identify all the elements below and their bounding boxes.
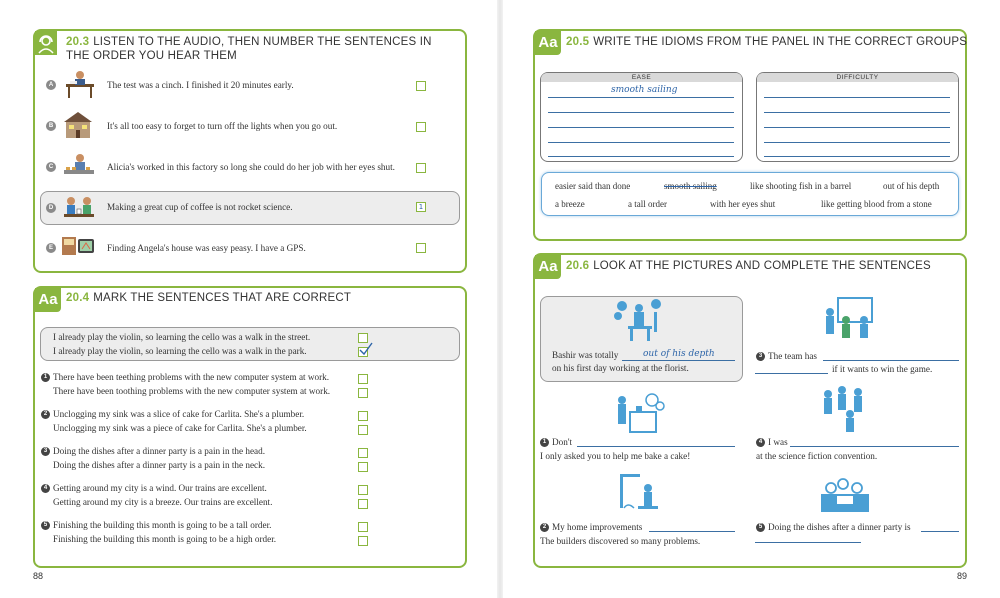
exercise-20-5-title [566, 35, 967, 49]
difficulty-line-1[interactable] [764, 97, 950, 98]
ease-line-4[interactable] [548, 142, 734, 143]
checkbox-3b[interactable] [358, 462, 368, 472]
checkbox-2b[interactable] [358, 425, 368, 435]
answer-box-b[interactable] [416, 122, 426, 132]
item-4-end: at the science fiction convention. [756, 451, 878, 461]
letter-badge-d: D [46, 203, 56, 213]
convention-costumes-illustration [820, 384, 870, 434]
title: LOOK AT THE PICTURES AND COMPLETE THE SENTENCES [593, 260, 931, 272]
checkbox-1b[interactable] [358, 388, 368, 398]
ease-line-5[interactable] [548, 156, 734, 157]
item-number-2: 2 [540, 523, 549, 532]
item-number-2: 2 [41, 410, 50, 419]
example-blank-line [622, 360, 735, 361]
idiom-chip[interactable]: a breeze [555, 199, 585, 209]
sentence-d: Making a great cup of coffee is not rocket science. [107, 202, 293, 212]
sentence-e: Finding Angela's house was easy peasy. I have a GPS. [107, 243, 306, 253]
title: MARK THE SENTENCES THAT ARE CORRECT [93, 292, 352, 304]
exercise-20-3-title [66, 35, 432, 63]
item-5-blank[interactable] [921, 531, 959, 532]
sentence-1a: There have been teething problems with the new computer system at work. [53, 372, 330, 382]
letter-badge-e: E [46, 243, 56, 253]
example-sentence-end: on his first day working at the florist. [552, 363, 689, 373]
sentence-4b: Getting around my city is a breeze. Our trains are excellent. [53, 497, 273, 507]
florist-illustration [612, 298, 668, 344]
exercise-20-3-panel [33, 29, 467, 273]
example-sentence-right: I already play the violin, so learning the cello was a walk in the park. [53, 346, 307, 356]
title-line-1: LISTEN TO THE AUDIO, THEN NUMBER THE SENTENCES IN [93, 36, 432, 48]
idiom-chip[interactable]: out of his depth [883, 181, 940, 191]
item-5-blank-2[interactable] [755, 542, 861, 543]
answer-box-d[interactable]: 1 [416, 202, 426, 212]
sentence-5a: Finishing the building this month is going to be a tall order. [53, 520, 272, 530]
item-3-blank[interactable] [823, 360, 959, 361]
checkmark-icon [358, 342, 374, 356]
idiom-chip[interactable]: easier said than done [555, 181, 631, 191]
team-whiteboard-illustration [820, 296, 876, 342]
item-4-start: I was [768, 437, 788, 447]
item-5-start: Doing the dishes after a dinner party is [768, 522, 911, 532]
sentence-4a: Getting around my city is a wind. Our trains are excellent. [53, 483, 267, 493]
item-number-4: 4 [756, 438, 765, 447]
sentence-2b: Unclogging my sink was a piece of cake for Carlita. She's a plumber. [53, 423, 307, 433]
idiom-chip[interactable]: a tall order [628, 199, 667, 209]
example-sentence-wrong: I already play the violin, so learning the cello was a walk in the street. [53, 332, 311, 342]
example-answer: out of his depth [643, 349, 715, 359]
item-3-end: if it wants to win the game. [832, 364, 933, 374]
vocab-tab-20-4: Aa [35, 288, 61, 312]
vocab-tab-20-5: Aa [535, 31, 561, 55]
item-2-blank[interactable] [649, 531, 735, 532]
sentence-3b: Doing the dishes after a dinner party is a pain in the neck. [53, 460, 266, 470]
difficulty-line-4[interactable] [764, 142, 950, 143]
item-3-start: The team has [768, 351, 817, 361]
answer-box-e[interactable] [416, 243, 426, 253]
example-sentence-start: Bashir was totally [552, 350, 619, 360]
item-number-1: 1 [540, 438, 549, 447]
letter-badge-c: C [46, 162, 56, 172]
answer-box-a[interactable] [416, 81, 426, 91]
item-1-blank[interactable] [577, 446, 735, 447]
difficulty-line-3[interactable] [764, 127, 950, 128]
checkbox-5b[interactable] [358, 536, 368, 546]
sentence-5b: Finishing the building this month is going to be a high order. [53, 534, 277, 544]
item-2-end: The builders discovered so many problems. [540, 536, 701, 546]
idiom-chip-crossed[interactable]: smooth sailing [664, 181, 717, 191]
ease-line-1[interactable] [548, 97, 734, 98]
page-number-right: 89 [957, 571, 968, 581]
sentence-a: The test was a cinch. I finished it 20 minutes early. [107, 80, 294, 90]
answer-box-c[interactable] [416, 163, 426, 173]
title-line-2: THE ORDER YOU HEAR THEM [66, 50, 237, 62]
ease-line-3[interactable] [548, 127, 734, 128]
checkbox-1a[interactable] [358, 374, 368, 384]
item-2-start: My home improvements [552, 522, 643, 532]
exercise-number: 20.3 [66, 36, 90, 48]
letter-badge-a: A [46, 80, 56, 90]
factory-worker-illustration [62, 151, 96, 181]
item-number-5: 5 [41, 521, 50, 530]
idiom-panel [541, 172, 959, 216]
exercise-number: 20.5 [566, 36, 590, 48]
desk-student-illustration [64, 70, 96, 100]
difficulty-line-5[interactable] [764, 156, 950, 157]
sentence-c: Alicia's worked in this factory so long she could do her job with her eyes shut. [107, 162, 395, 172]
idiom-chip[interactable]: like shooting fish in a barrel [750, 181, 852, 191]
difficulty-column [756, 72, 959, 162]
item-number-1: 1 [41, 373, 50, 382]
coffee-making-illustration [62, 193, 96, 221]
exercise-number: 20.4 [66, 292, 90, 304]
sentence-3a: Doing the dishes after a dinner party is a pain in the head. [53, 446, 266, 456]
checkbox-3a[interactable] [358, 448, 368, 458]
ease-line-2[interactable] [548, 112, 734, 113]
sentence-1b: There have been toothing problems with the new computer system at work. [53, 386, 331, 396]
book-spine [497, 0, 503, 598]
exercise-20-6-title [566, 259, 931, 273]
letter-badge-b: B [46, 121, 56, 131]
difficulty-header: DIFFICULTY [757, 73, 958, 82]
title: WRITE THE IDIOMS FROM THE PANEL IN THE CORRECT GROUPS [593, 36, 968, 48]
house-illustration [62, 110, 94, 140]
checkbox-4a[interactable] [358, 485, 368, 495]
ease-example-answer: smooth sailing [611, 85, 678, 95]
item-number-3: 3 [756, 352, 765, 361]
gps-driving-illustration [60, 233, 96, 261]
item-number-5: 5 [756, 523, 765, 532]
checkbox-2a[interactable] [358, 411, 368, 421]
dishes-sink-illustration [817, 474, 873, 516]
item-1-end: I only asked you to help me bake a cake! [540, 451, 691, 461]
item-number-3: 3 [41, 447, 50, 456]
checkbox-5a[interactable] [358, 522, 368, 532]
headphones-person-icon [35, 31, 57, 55]
vocab-tab-20-6: Aa [535, 255, 561, 279]
idiom-chip[interactable]: like getting blood from a stone [821, 199, 932, 209]
sentence-b: It's all too easy to forget to turn off the lights when you go out. [107, 121, 338, 131]
item-4-blank[interactable] [790, 446, 959, 447]
item-1-start: Don't [552, 437, 573, 447]
exercise-number: 20.6 [566, 260, 590, 272]
ease-header: EASE [541, 73, 742, 82]
page-number-left: 88 [33, 571, 44, 581]
kitchen-chaos-illustration [612, 392, 668, 434]
idiom-chip[interactable]: with her eyes shut [710, 199, 776, 209]
item-number-4: 4 [41, 484, 50, 493]
plumbing-repair-illustration [612, 470, 668, 516]
exercise-20-4-title [66, 291, 351, 305]
item-3-blank-2[interactable] [755, 373, 828, 374]
difficulty-line-2[interactable] [764, 112, 950, 113]
sentence-2a: Unclogging my sink was a slice of cake for Carlita. She's a plumber. [53, 409, 305, 419]
checkbox-4b[interactable] [358, 499, 368, 509]
